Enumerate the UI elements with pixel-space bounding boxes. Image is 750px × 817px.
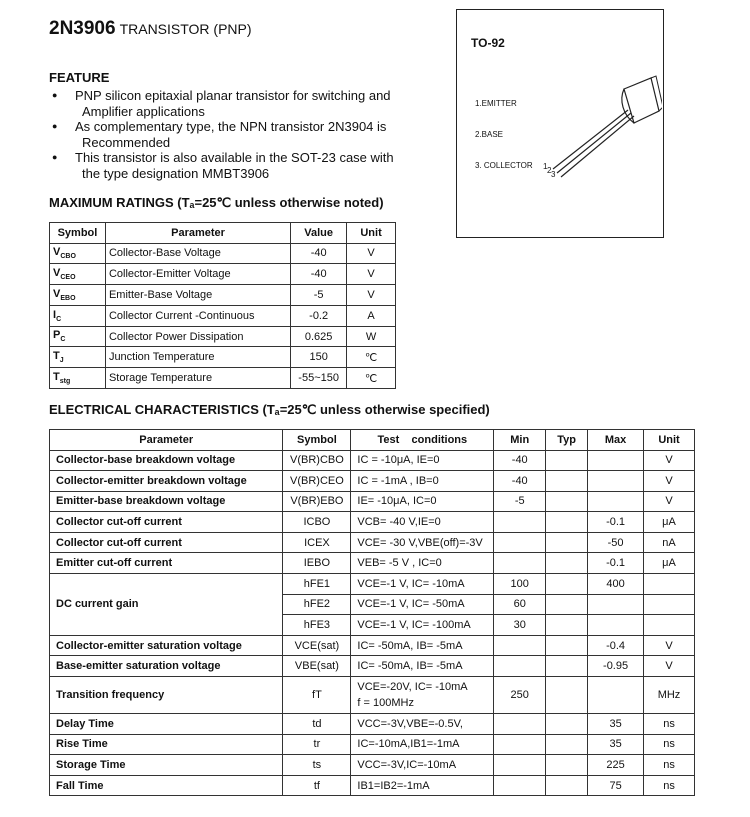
unit-cell: ℃ [347, 368, 396, 389]
pin-label-emitter: 1.EMITTER [475, 99, 517, 108]
parameter-cell: Collector-Base Voltage [105, 243, 290, 264]
value-cell: -0.2 [291, 305, 347, 326]
col-header: Unit [347, 223, 396, 244]
pin-label-collector: 3. COLLECTOR [475, 161, 533, 170]
value-cell: -40 [291, 264, 347, 285]
condition-cell: VCE=-1 V, IC= -10mA [351, 574, 494, 595]
unit-cell: W [347, 326, 396, 347]
symbol-cell: hFE2 [283, 594, 351, 615]
min-cell [494, 656, 546, 677]
typ-cell [546, 635, 588, 656]
min-cell: 100 [494, 574, 546, 595]
symbol-cell [50, 347, 106, 368]
unit-cell: μA [644, 553, 695, 574]
table-row [50, 656, 695, 677]
max-ratings-heading: MAXIMUM RATINGS (Tₐ=25℃ unless otherwise noted) [49, 195, 384, 210]
max-cell: -0.1 [588, 553, 644, 574]
to92-package-illustration [527, 65, 662, 195]
typ-cell [546, 615, 588, 636]
parameter-cell: Collector cut-off current [50, 532, 283, 553]
min-cell: 250 [494, 677, 546, 714]
table-row [50, 243, 396, 264]
typ-cell [546, 532, 588, 553]
typ-cell [546, 450, 588, 471]
symbol-subscript: CBO [60, 253, 76, 261]
typ-cell [546, 656, 588, 677]
feature-item: ● This transistor is also available in the SOT-23 case with the type designation MMBT3906 [49, 150, 394, 181]
symbol-main: T [53, 371, 60, 384]
symbol-cell: hFE3 [283, 615, 351, 636]
symbol-main: V [53, 267, 61, 280]
typ-cell [546, 471, 588, 492]
typ-cell [546, 553, 588, 574]
unit-cell: ℃ [347, 347, 396, 368]
max-cell: 35 [588, 714, 644, 735]
unit-cell: nA [644, 532, 695, 553]
symbol-main: T [53, 350, 60, 363]
parameter-cell: Collector-base breakdown voltage [50, 450, 283, 471]
condition-cell: VCE=-1 V, IC= -50mA [351, 594, 494, 615]
symbol-subscript: C [60, 336, 66, 344]
parameter-cell: Collector Power Dissipation [105, 326, 290, 347]
value-cell: 150 [291, 347, 347, 368]
min-cell [494, 512, 546, 533]
condition-cell: IC = -1mA , IB=0 [351, 471, 494, 492]
parameter-cell: Collector-emitter breakdown voltage [50, 471, 283, 492]
unit-cell: V [644, 656, 695, 677]
package-name: TO-92 [471, 36, 505, 50]
parameter-cell: Emitter-Base Voltage [105, 285, 290, 306]
unit-cell: V [347, 243, 396, 264]
parameter-cell: Emitter-base breakdown voltage [50, 491, 283, 512]
min-cell: -40 [494, 450, 546, 471]
min-cell [494, 755, 546, 776]
symbol-cell [50, 243, 106, 264]
symbol-subscript: CEO [60, 274, 76, 282]
condition-cell: VCC=-3V,IC=-10mA [351, 755, 494, 776]
table-row [50, 450, 695, 471]
feature-item: ● PNP silicon epitaxial planar transistor for switching and Amplifier applications [49, 88, 394, 119]
symbol-main: P [53, 329, 61, 342]
condition-cell: VCE=-1 V, IC= -100mA [351, 615, 494, 636]
table-row [50, 264, 396, 285]
condition-cell: VEB= -5 V , IC=0 [351, 553, 494, 574]
parameter-cell: Fall Time [50, 775, 283, 796]
col-header: Parameter [50, 430, 283, 451]
condition-cell [351, 677, 494, 714]
unit-cell: V [347, 264, 396, 285]
unit-cell: V [644, 491, 695, 512]
pin-number-3: 3 [551, 170, 556, 179]
typ-cell [546, 714, 588, 735]
min-cell [494, 714, 546, 735]
col-header: Min [494, 430, 546, 451]
min-cell [494, 532, 546, 553]
symbol-cell: ts [283, 755, 351, 776]
min-cell: -40 [494, 471, 546, 492]
min-cell [494, 553, 546, 574]
unit-cell: ns [644, 775, 695, 796]
elec-table [49, 429, 695, 796]
typ-cell [546, 574, 588, 595]
col-header: Max [588, 430, 644, 451]
unit-cell: ns [644, 734, 695, 755]
parameter-cell: Emitter cut-off current [50, 553, 283, 574]
unit-cell: V [347, 285, 396, 306]
symbol-cell [50, 264, 106, 285]
condition-cell: IC = -10μA, IE=0 [351, 450, 494, 471]
table-row [50, 471, 695, 492]
symbol-cell: tf [283, 775, 351, 796]
pin-number-2: 2 [547, 166, 552, 175]
symbol-cell: VBE(sat) [283, 656, 351, 677]
table-header-row [50, 430, 695, 451]
col-header: Value [291, 223, 347, 244]
typ-cell [546, 491, 588, 512]
max-cell: -0.1 [588, 512, 644, 533]
typ-cell [546, 677, 588, 714]
pin-number-1: 1 [543, 162, 548, 171]
condition-cell: IE= -10μA, IC=0 [351, 491, 494, 512]
condition-cell: VCE= -30 V,VBE(off)=-3V [351, 532, 494, 553]
table-row [50, 347, 396, 368]
symbol-main: I [53, 308, 57, 321]
feature-item: ● As complementary type, the NPN transistor 2N3904 is Recommended [49, 119, 394, 150]
parameter-cell: Storage Temperature [105, 368, 290, 389]
table-row [50, 553, 695, 574]
symbol-cell: VCE(sat) [283, 635, 351, 656]
table-row [50, 305, 396, 326]
table-row [50, 734, 695, 755]
table-row [50, 285, 396, 306]
col-header: Typ [546, 430, 588, 451]
max-cell: 225 [588, 755, 644, 776]
condition-cell: VCC=-3V,VBE=-0.5V, [351, 714, 494, 735]
page-title [49, 18, 252, 40]
max-cell: -0.4 [588, 635, 644, 656]
max-cell: -50 [588, 532, 644, 553]
table-row [50, 574, 695, 595]
table-row [50, 714, 695, 735]
value-cell: -5 [291, 285, 347, 306]
max-cell: 400 [588, 574, 644, 595]
symbol-subscript: stg [59, 378, 71, 386]
table-header-row [50, 223, 396, 244]
unit-cell: MHz [644, 677, 695, 714]
table-row [50, 491, 695, 512]
symbol-cell [50, 326, 106, 347]
col-header: Parameter [105, 223, 290, 244]
min-cell [494, 635, 546, 656]
max-cell: 75 [588, 775, 644, 796]
table-row [50, 512, 695, 533]
pin-label-base: 2.BASE [475, 130, 504, 139]
min-cell [494, 775, 546, 796]
parameter-cell: Collector Current -Continuous [105, 305, 290, 326]
condition-cell: IC= -50mA, IB= -5mA [351, 656, 494, 677]
col-header: Unit [644, 430, 695, 451]
symbol-main: V [53, 246, 61, 259]
condition-line: VCE=-20V, IC= -10mA [357, 681, 468, 694]
symbol-cell [50, 368, 106, 389]
symbol-cell: fT [283, 677, 351, 714]
max-ratings-table [49, 222, 396, 389]
unit-cell [644, 574, 695, 595]
unit-cell: ns [644, 714, 695, 735]
value-cell: 0.625 [291, 326, 347, 347]
unit-cell: μA [644, 512, 695, 533]
table-row [50, 775, 695, 796]
max-cell [588, 615, 644, 636]
unit-cell [644, 594, 695, 615]
condition-line: f = 100MHz [357, 697, 414, 710]
max-cell: -0.95 [588, 656, 644, 677]
feature-list [49, 88, 394, 181]
value-cell: -55~150 [291, 368, 347, 389]
min-cell: -5 [494, 491, 546, 512]
max-cell [588, 677, 644, 714]
typ-cell [546, 734, 588, 755]
condition-cell: IC=-10mA,IB1=-1mA [351, 734, 494, 755]
max-cell: 35 [588, 734, 644, 755]
feature-heading: FEATURE [49, 70, 110, 85]
symbol-cell: ICEX [283, 532, 351, 553]
symbol-cell: V(BR)CBO [283, 450, 351, 471]
parameter-cell: Collector-emitter saturation voltage [50, 635, 283, 656]
min-cell [494, 734, 546, 755]
min-cell: 60 [494, 594, 546, 615]
col-header: Symbol [50, 223, 106, 244]
unit-cell: A [347, 305, 396, 326]
condition-cell: IB1=IB2=-1mA [351, 775, 494, 796]
parameter-cell: Junction Temperature [105, 347, 290, 368]
typ-cell [546, 594, 588, 615]
max-cell [588, 450, 644, 471]
value-cell: -40 [291, 243, 347, 264]
symbol-cell: IEBO [283, 553, 351, 574]
max-cell [588, 594, 644, 615]
parameter-cell: Transition frequency [50, 677, 283, 714]
parameter-cell: Rise Time [50, 734, 283, 755]
table-row [50, 755, 695, 776]
table-row [50, 635, 695, 656]
symbol-subscript: J [59, 357, 64, 365]
condition-cell: VCB= -40 V,IE=0 [351, 512, 494, 533]
parameter-cell: Delay Time [50, 714, 283, 735]
elec-heading: ELECTRICAL CHARACTERISTICS (Tₐ=25℃ unless otherwise specified) [49, 402, 490, 417]
max-cell [588, 471, 644, 492]
unit-cell: V [644, 471, 695, 492]
parameter-cell: Collector cut-off current [50, 512, 283, 533]
parameter-cell: DC current gain [50, 574, 283, 636]
min-cell: 30 [494, 615, 546, 636]
table-row [50, 368, 396, 389]
symbol-cell: td [283, 714, 351, 735]
package-box [456, 9, 664, 238]
symbol-cell: V(BR)CEO [283, 471, 351, 492]
col-header: Test conditions [351, 430, 494, 451]
symbol-main: V [53, 287, 61, 300]
typ-cell [546, 775, 588, 796]
max-cell [588, 491, 644, 512]
symbol-cell: ICBO [283, 512, 351, 533]
table-row [50, 326, 396, 347]
symbol-cell: tr [283, 734, 351, 755]
table-row [50, 532, 695, 553]
parameter-cell: Base-emitter saturation voltage [50, 656, 283, 677]
parameter-cell: Storage Time [50, 755, 283, 776]
part-subtitle: TRANSISTOR (PNP) [119, 21, 252, 37]
symbol-subscript: C [56, 315, 62, 323]
table-row [50, 677, 695, 714]
part-number: 2N3906 [49, 18, 116, 39]
typ-cell [546, 512, 588, 533]
symbol-subscript: EBO [60, 295, 76, 303]
symbol-cell: hFE1 [283, 574, 351, 595]
symbol-cell: V(BR)EBO [283, 491, 351, 512]
symbol-cell [50, 305, 106, 326]
unit-cell: V [644, 450, 695, 471]
unit-cell: V [644, 635, 695, 656]
typ-cell [546, 755, 588, 776]
condition-cell: IC= -50mA, IB= -5mA [351, 635, 494, 656]
parameter-cell: Collector-Emitter Voltage [105, 264, 290, 285]
col-header: Symbol [283, 430, 351, 451]
symbol-cell [50, 285, 106, 306]
unit-cell: ns [644, 755, 695, 776]
unit-cell [644, 615, 695, 636]
